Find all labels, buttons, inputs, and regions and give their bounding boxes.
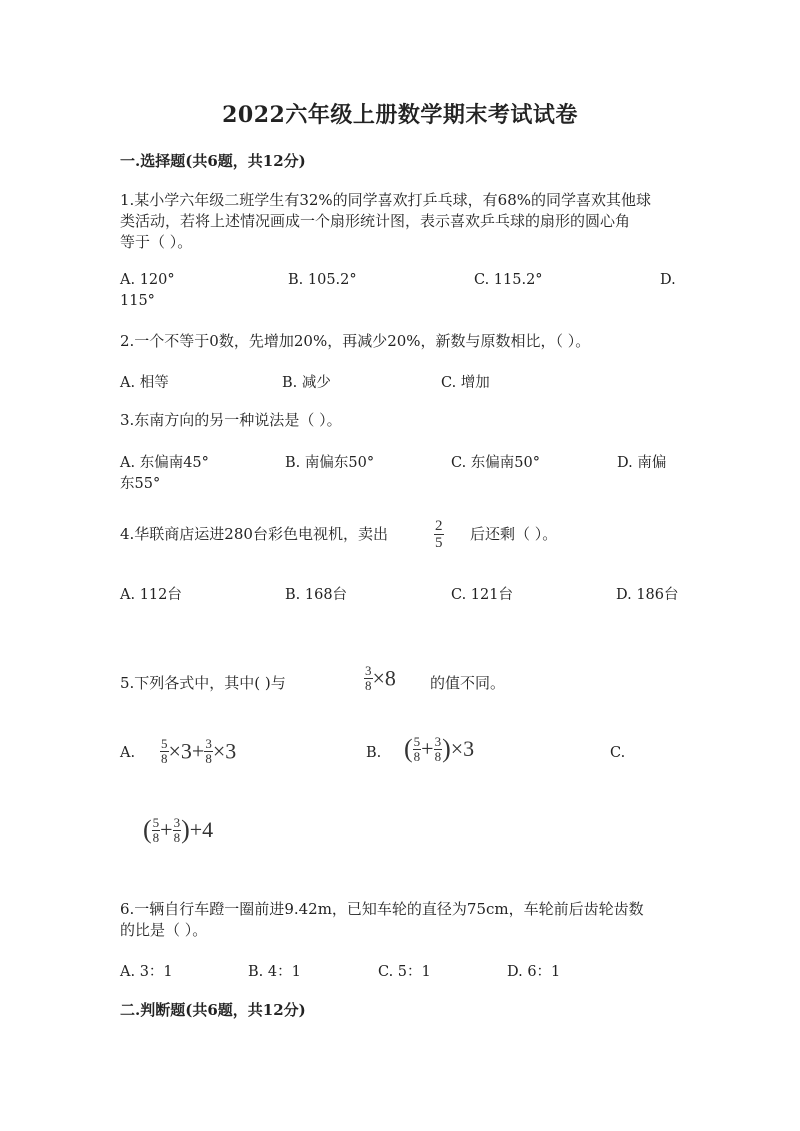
q4-text-before: 4.华联商店运进280台彩色电视机，卖出 [120, 525, 388, 543]
q3-option-d: D. 南偏 [617, 455, 667, 471]
q1-option-b: B. 105.2° [288, 272, 357, 288]
q1-option-d: D. [660, 272, 676, 288]
q5-option-c-label: C. [610, 745, 626, 761]
q5a-f2-num: 3 [205, 736, 212, 751]
q5-expression [364, 664, 396, 693]
q1-line-1: 1.某小学六年级二班学生有32%的同学喜欢打乒乓球，有68%的同学喜欢其他球 [120, 191, 651, 209]
q3-option-c: C. 东偏南50° [451, 455, 540, 471]
page-title: 2022六年级上册数学期末考试试卷 [222, 102, 578, 128]
q1-option-d-cont: 115° [120, 293, 155, 309]
q4-option-c: C. 121台 [451, 587, 513, 603]
q5b-end: ×3 [450, 736, 475, 761]
q5b-plus: + [421, 736, 434, 761]
q5c-f1-num: 5 [152, 814, 160, 830]
q4-option-d: D. 186台 [616, 587, 679, 603]
q4-option-b: B. 168台 [285, 587, 348, 603]
q2-text: 2.一个不等于0数，先增加20%，再减少20%，新数与原数相比，（ ）。 [120, 332, 591, 350]
q5c-f2-num: 3 [173, 814, 181, 830]
q1-option-c: C. 115.2° [474, 272, 543, 288]
q5b-f2-den: 8 [434, 748, 442, 764]
q6-option-d: D. 6：1 [507, 964, 561, 980]
q4-fraction [434, 518, 444, 551]
q5-text-after: 的值不同。 [430, 674, 506, 692]
q4-option-a: A. 112台 [120, 587, 182, 603]
q5b-f2-num: 3 [434, 733, 442, 749]
q5a-f1-num: 5 [161, 736, 168, 751]
q3-text: 3.东南方向的另一种说法是（ ）。 [120, 411, 342, 429]
q6-line-1: 6.一辆自行车蹬一圈前进9.42m，已知车轮的直径为75cm，车轮前后齿轮齿数 [120, 900, 644, 918]
q5b-rparen: ) [442, 734, 451, 763]
q5-option-b-label: B. [366, 745, 382, 761]
q2-option-c: C. 增加 [441, 375, 490, 391]
q6-option-c: C. 5：1 [378, 964, 431, 980]
q5-option-c-expr [143, 815, 213, 845]
q4-fraction-num: 2 [435, 518, 443, 534]
q5-option-b-expr [404, 734, 474, 764]
section-heading-judgement: 二.判断题(共6题，共12分) [120, 1001, 306, 1019]
q5c-f2-den: 8 [173, 829, 181, 845]
q5-option-a-label: A. [120, 745, 136, 761]
q5c-end: +4 [189, 817, 214, 842]
q1-line-3: 等于（ ）。 [120, 233, 193, 251]
q4-text-after: 后还剩（ ）。 [470, 525, 558, 543]
q5b-f1-num: 5 [413, 733, 421, 749]
q5a-end: ×3 [212, 738, 237, 764]
q3-option-a: A. 东偏南45° [120, 455, 209, 471]
q2-option-b: B. 减少 [282, 375, 331, 391]
q5c-plus: + [160, 817, 173, 842]
q6-line-2: 的比是（ ）。 [120, 921, 208, 939]
q5c-lparen: ( [143, 815, 152, 844]
q5a-mid: ×3+ [168, 738, 205, 764]
q6-option-a: A. 3：1 [120, 964, 173, 980]
q5a-f2-den: 8 [205, 751, 212, 766]
q5b-f1-den: 8 [413, 748, 421, 764]
q3-option-d-cont: 东55° [120, 476, 161, 492]
q5-text-before: 5.下列各式中，其中( )与 [120, 674, 286, 692]
q5-expr-rest: ×8 [372, 665, 396, 691]
q5-expr-num: 3 [365, 663, 372, 678]
section-heading-choice: 一.选择题(共6题，共12分) [120, 152, 306, 170]
q5-option-a-expr [160, 737, 236, 766]
q5c-f1-den: 8 [152, 829, 160, 845]
q6-option-b: B. 4：1 [248, 964, 301, 980]
q3-option-b: B. 南偏东50° [285, 455, 375, 471]
q1-option-a: A. 120° [120, 272, 175, 288]
q4-fraction-den: 5 [435, 535, 443, 551]
q5c-rparen: ) [181, 815, 190, 844]
q5-expr-den: 8 [365, 678, 372, 693]
q1-line-2: 类活动，若将上述情况画成一个扇形统计图，表示喜欢乒乓球的扇形的圆心角 [120, 212, 631, 230]
q2-option-a: A. 相等 [120, 375, 169, 391]
q5b-lparen: ( [404, 734, 413, 763]
q5a-f1-den: 8 [161, 751, 168, 766]
